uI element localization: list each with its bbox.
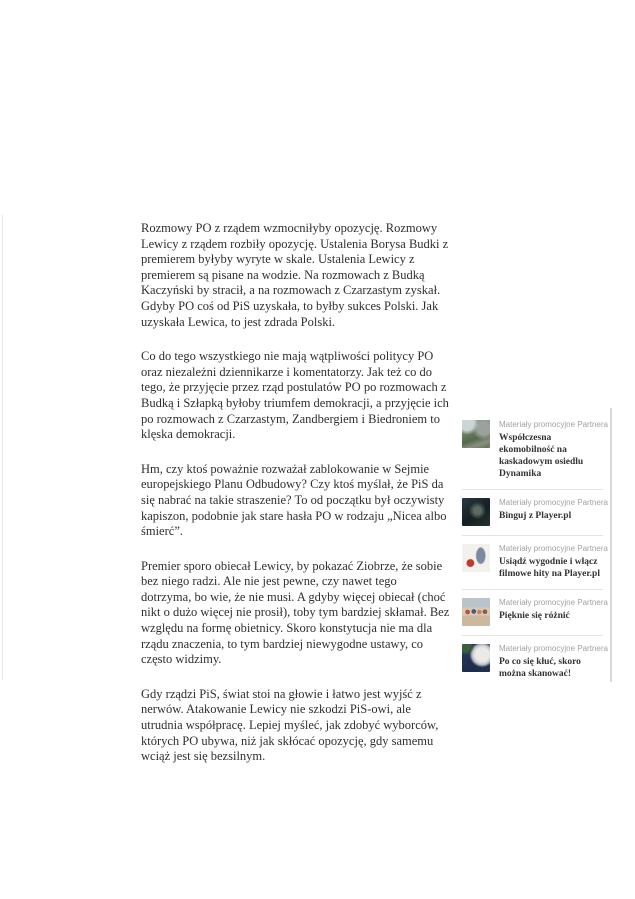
- promo-label: Materiały promocyjne Partnera: [499, 544, 608, 553]
- article-paragraph: Gdy rządzi PiS, świat stoi na głowie i łatwo jest wyjść z nerwów. Atakowanie Lewicy nie szkodzi PiS-owi, ale utrudnia współpracę. Lepiej myśleć, jak zdobyć wyborców, których PO ubywa, niż jak skłócać opozycję, gdy samemu wciąż jest się bezsilnym.: [141, 686, 439, 764]
- article-paragraph: Premier sporo obiecał Lewicy, by pokazać Ziobrze, że sobie bez niego radzi. Ale nie jest pewne, czy nawet tego dotrzyma, bo wie, że nie musi. A gdyby więcej obiecał (choć nikt o dużo więcej nie prosił), toby tym bardziej skłamał. Bez względu na formę obietnicy. Skoro konstytucja nie ma dla rządu znaczenia, to tym bardziej niewygodne ustawy, co często widzimy.: [141, 558, 450, 667]
- partner-promo-widget: [462, 412, 608, 689]
- promo-thumbnail-estate: [462, 420, 490, 448]
- promo-label: Materiały promocyjne Partnera: [499, 420, 608, 429]
- promo-title[interactable]: Pięknie się różnić: [499, 611, 570, 621]
- promo-label: Materiały promocyjne Partnera: [499, 644, 608, 653]
- promo-label: Materiały promocyjne Partnera: [499, 498, 608, 507]
- promo-title[interactable]: Usiądź wygodnie i włącz filmowe hity na Player.pl: [499, 557, 600, 579]
- promo-title[interactable]: Po co się kłuć, skoro można skanować!: [499, 657, 581, 679]
- article-paragraph: Co do tego wszystkiego nie mają wątpliwości politycy PO oraz niezależni dziennikarze i komentatorzy. Jak też co do tego, że przyjęcie przez rząd postulatów PO po rozmowach z Budką i Szłapką byłoby triumfem demokracji, a przyjęcie ich po rozmowach z Czarzastym, Zandbergiem i Biedroniem to klęska demokracji.: [141, 349, 449, 442]
- article-paragraph: Hm, czy ktoś poważnie rozważał zablokowanie w Sejmie europejskiego Planu Odbudowy? Czy ktoś myślał, że PiS da się nabrać na takie straszenie? To od początku był oczywisty kapiszon, podobnie jak stare hasła PO w rodzaju „Nicea albo śmierć”.: [141, 461, 447, 539]
- promo-thumbnail-beach: [462, 598, 490, 626]
- article-paragraph: Rozmowy PO z rządem wzmocniłyby opozycję. Rozmowy Lewicy z rządem rozbiły opozycję. Ustalenia Borysa Budki z premierem byłyby wyryte w skale. Ustalenia Lewicy z premierem są pisane na wodzie. Na rozmowach z Budką Kaczyński by stracił, a na rozmowach z Czarzastym zyskał. Gdyby PO coś od PiS uzyskała, to byłby sukces Polski. Jak uzyskała Lewica, to jest zdrada Polski.: [141, 221, 449, 329]
- promo-item-roznic[interactable]: [462, 590, 608, 636]
- article-body: [141, 221, 450, 784]
- sidebar-scrollbar[interactable]: [610, 408, 612, 682]
- promo-item-binguj[interactable]: [462, 490, 608, 536]
- promo-label: Materiały promocyjne Partnera: [499, 598, 608, 607]
- promo-item-player-hity[interactable]: [462, 536, 608, 590]
- promo-title[interactable]: Współczesna ekomobilność na kaskadowym osiedlu Dynamika: [499, 433, 584, 479]
- promo-item-skanowac[interactable]: [462, 636, 608, 689]
- promo-item-dynamika[interactable]: [462, 412, 608, 490]
- promo-title[interactable]: Binguj z Player.pl: [499, 511, 572, 521]
- promo-thumbnail-scanner: [462, 644, 490, 672]
- page-left-border: [2, 215, 3, 680]
- promo-thumbnail-movie-scene: [462, 498, 490, 526]
- promo-thumbnail-viewers: [462, 544, 490, 572]
